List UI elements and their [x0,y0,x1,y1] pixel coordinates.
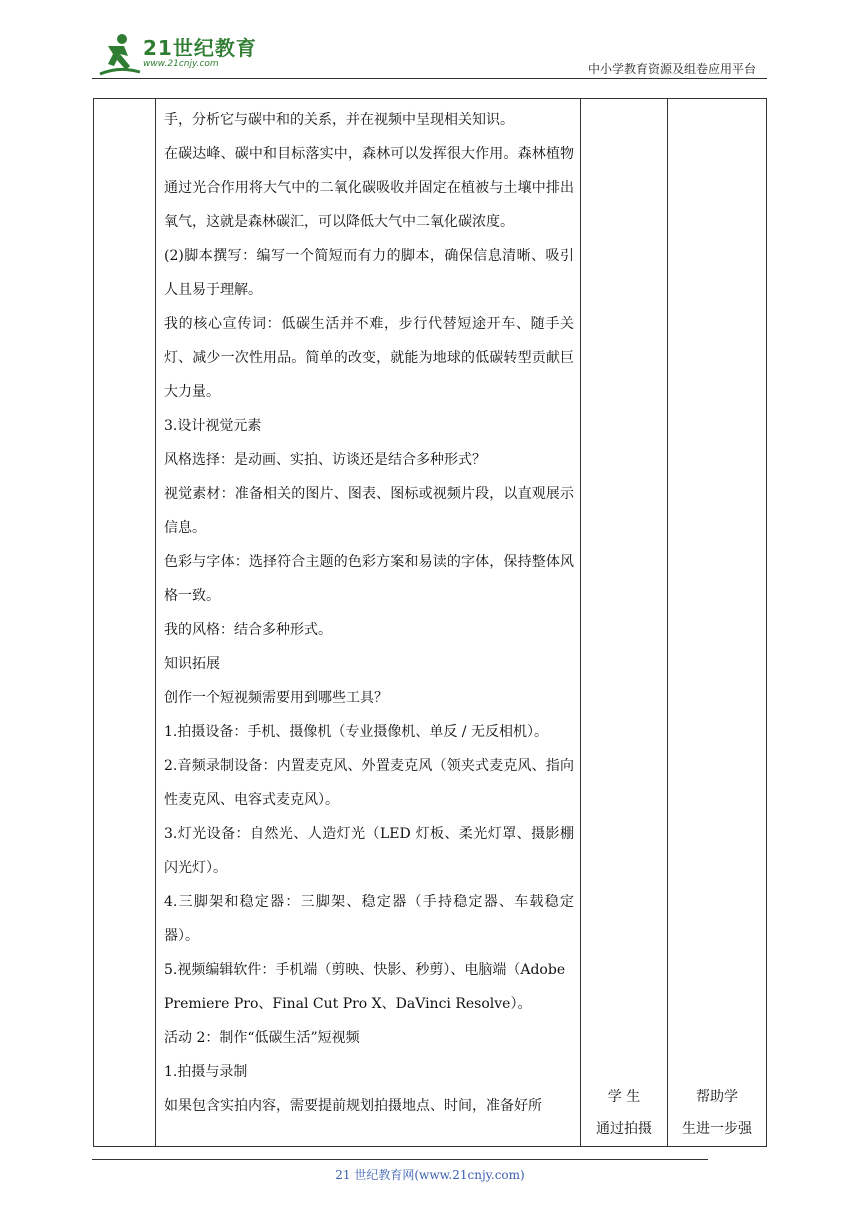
list-item: 2.音频录制设备：内置麦克风、外置麦克风（领夹式麦克风、指向性麦克风、电容式麦克风）。 [164,758,574,808]
paragraph: (2)脚本撰写：编写一个简短而有力的脚本，确保信息清晰、吸引人且易于理解。 [164,248,574,298]
site-logo [98,32,268,78]
list-item: 4.三脚架和稳定器：三脚架、稳定器（手持稳定器、车载稳定器）。 [164,894,574,944]
paragraph: 在碳达峰、碳中和目标落实中，森林可以发挥很大作用。森林植物通过光合作用将大气中的二氧化碳吸收并固定在植被与土壤中排出氧气，这就是森林碳汇，可以降低大气中二氧化碳浓度。 [164,146,574,230]
list-item: 1.拍摄设备：手机、摄像机（专业摄像机、单反 / 无反相机）。 [164,724,548,740]
page-header [0,0,860,80]
intent-cell [668,99,767,1147]
paragraph: 如果包含实拍内容，需要提前规划拍摄地点、时间，准备好所 [164,1098,542,1114]
section-heading: 3.设计视觉元素 [164,418,262,434]
paragraph: 创作一个短视频需要用到哪些工具？ [164,690,388,706]
table-row [94,99,767,1147]
paragraph: 我的核心宣传词：低碳生活并不难，步行代替短途开车、随手关灯、减少一次性用品。简单的改变，就能为地球的低碳转型贡献巨大力量。 [164,316,574,400]
student-text-line: 通过拍摄 [596,1121,652,1137]
paragraph: 手，分析它与碳中和的关系，并在视频中呈现相关知识。 [164,112,514,128]
paragraph: 风格选择：是动画、实拍、访谈还是结合多种形式？ [164,452,486,468]
student-text-line: 学 生 [607,1089,641,1105]
lesson-table [93,98,767,1147]
header-tagline: 中小学教育资源及组卷应用平台 [587,62,756,76]
activity-cell [156,99,581,1147]
list-item: 3.灯光设备：自然光、人造灯光（LED 灯板、柔光灯罩、摄影棚闪光灯）。 [164,826,574,876]
logo-title: 21世纪教育 [143,36,257,60]
section-heading: 知识拓展 [164,656,220,672]
paragraph: 视觉素材：准备相关的图片、图表、图标或视频片段，以直观展示信息。 [164,486,574,536]
stage-cell [94,99,156,1147]
list-item: 5.视频编辑软件：手机端（剪映、快影、秒剪）、电脑端（Adobe Premiere Pro、Final Cut Pro X、DaVinci Resolve）。 [164,962,566,1012]
section-heading: 1.拍摄与录制 [164,1064,248,1080]
intent-text-line: 生进一步强 [682,1121,752,1137]
runner-icon [98,32,142,78]
section-heading: 活动 2：制作“低碳生活”短视频 [164,1030,360,1046]
logo-url: www.21cnjy.com [143,59,219,69]
header-rule [92,78,767,79]
page-footer: 21 世纪教育网(www.21cnjy.com) [335,1168,525,1182]
paragraph: 我的风格：结合多种形式。 [164,622,332,638]
student-cell [581,99,668,1147]
footer-rule [92,1159,708,1160]
paragraph: 色彩与字体：选择符合主题的色彩方案和易读的字体，保持整体风格一致。 [164,554,574,604]
intent-text-line: 帮助学 [696,1089,738,1105]
